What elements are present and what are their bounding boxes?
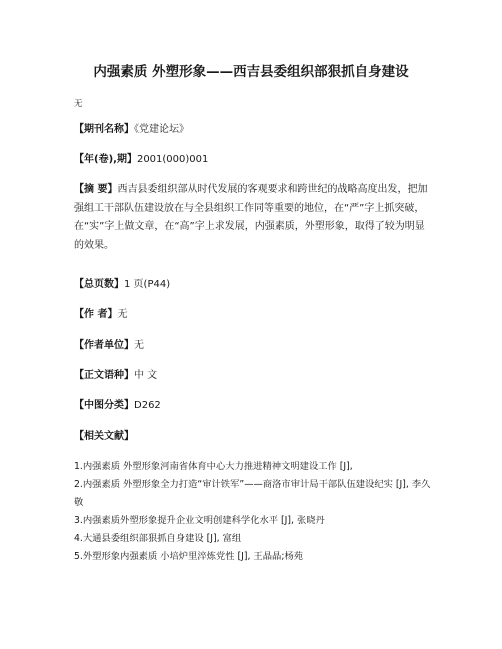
author-unit-value: 无 (134, 340, 144, 351)
reference-item[interactable]: 4.大通县委组织部狠抓自身建设 [J], 富组 (74, 533, 242, 544)
author-unit-label: 【作者单位】 (74, 340, 134, 351)
reference-list (74, 458, 434, 566)
author-label: 【作 者】 (74, 309, 118, 320)
year-issue-value: 2001(000)001 (136, 154, 209, 165)
language-field (74, 367, 434, 386)
journal-field (74, 121, 434, 140)
classification-label: 【中图分类】 (74, 400, 134, 411)
document-title: 内强素质 外塑形象——西吉县委组织部狠抓自身建设 (93, 64, 409, 80)
language-label: 【正文语种】 (74, 370, 134, 381)
author-value: 无 (117, 309, 128, 320)
pages-field (74, 276, 434, 295)
classification-value: D262 (134, 400, 161, 411)
abstract-field (74, 181, 434, 255)
abstract-value: 西吉县委组织部从时代发展的客观要求和跨世纪的战略高度出发，把加强组工干部队伍建设放在与全县组织工作同等重要的地位，在“严”字上抓突破，在“实”字上做文章，在“高”字上求发展，内强素质，外塑形象，取得了较为明显的效果。 (74, 184, 428, 251)
author-field (74, 306, 434, 325)
related-literature-heading (74, 428, 434, 447)
journal-label: 【期刊名称】 (74, 124, 134, 135)
year-issue-field (74, 151, 434, 170)
journal-value: 《党建论坛》 (134, 124, 189, 135)
reference-item[interactable]: 1.内强素质 外塑形象河南省体育中心大力推进精神文明建设工作 [J], (74, 461, 353, 472)
pages-label: 【总页数】 (74, 279, 124, 290)
classification-field (74, 397, 434, 416)
related-label: 【相关文献】 (74, 431, 134, 442)
reference-item[interactable]: 5.外塑形象内强素质 小培炉里淬炼党性 [J], 王晶晶;杨苑 (74, 551, 304, 562)
pages-value: 1 页(P44) (124, 279, 171, 290)
abstract-label: 【摘 要】 (74, 184, 118, 195)
reference-item[interactable]: 3.内强素质外塑形象提升企业文明创建科学化水平 [J], 张晓丹 (74, 515, 325, 526)
author-line: 无 (74, 99, 83, 109)
reference-item[interactable]: 2.内强素质 外塑形象全力打造“审计铁军”——商洛市审计局干部队伍建设纪实 [J], 李久敬 (74, 479, 431, 508)
author-unit-field (74, 337, 434, 356)
language-value: 中 文 (134, 370, 158, 381)
year-issue-label: 【年(卷),期】 (74, 154, 137, 165)
